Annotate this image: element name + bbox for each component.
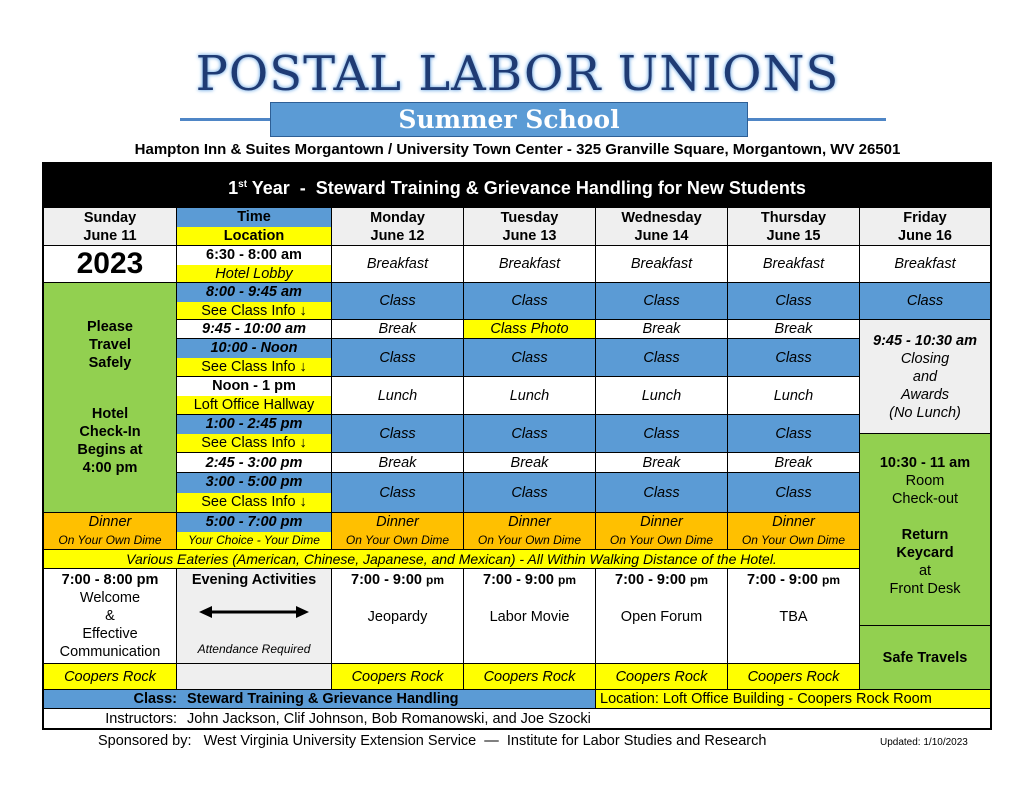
class-tuesday-2: Class [464, 339, 596, 377]
time-slot-class-1: 8:00 - 9:45 am See Class Info ↓ [177, 283, 332, 320]
class-tuesday-1: Class [464, 283, 596, 320]
class-wednesday-3: Class [596, 415, 728, 453]
class-thursday-3: Class [728, 415, 860, 453]
time-slot-breakfast: 6:30 - 8:00 am Hotel Lobby [177, 246, 332, 283]
class-thursday-1: Class [728, 283, 860, 320]
class-wednesday-2: Class [596, 339, 728, 377]
title-rule-left [180, 118, 270, 121]
evening-monday: 7:00 - 9:00 pm Jeopardy [332, 569, 464, 664]
updated-date: Updated: 1/10/2023 [880, 737, 968, 748]
break-monday-1: Break [332, 320, 464, 339]
sponsor-line: Sponsored by: West Virginia University Extension Service — Institute for Labor Studies and Research [98, 733, 767, 749]
evening-activities: Evening Activities Attendance Required [177, 569, 332, 664]
subtitle-banner: Summer School [270, 102, 748, 137]
time-slot-break-2: 2:45 - 3:00 pm [177, 453, 332, 473]
break-wednesday-1: Break [596, 320, 728, 339]
time-slot-class-3: 1:00 - 2:45 pm See Class Info ↓ [177, 415, 332, 453]
class-thursday-2: Class [728, 339, 860, 377]
lunch-monday: Lunch [332, 377, 464, 415]
page-title: POSTAL LABOR UNIONS [195, 46, 840, 102]
schedule-banner: 1st Year - Steward Training & Grievance Handling for New Students [44, 164, 990, 208]
breakfast-monday: Breakfast [332, 246, 464, 283]
friday-checkout: 10:30 - 11 am Room Check-out Return Keycard at Front Desk [860, 434, 990, 626]
venue-sunday: Coopers Rock [44, 664, 177, 690]
breakfast-wednesday: Breakfast [596, 246, 728, 283]
double-arrow-icon [199, 603, 309, 621]
dinner-wednesday: Dinner On Your Own Dime [596, 513, 728, 550]
eateries-note: Various Eateries (American, Chinese, Japanese, and Mexican) - All Within Walking Distance of the Hotel. [44, 550, 860, 569]
dinner-monday: Dinner On Your Own Dime [332, 513, 464, 550]
break-thursday-1: Break [728, 320, 860, 339]
header-monday: Monday June 12 [332, 208, 464, 246]
time-slot-dinner: 5:00 - 7:00 pm Your Choice - Your Dime [177, 513, 332, 550]
sunday-evening: 7:00 - 8:00 pm Welcome & Effective Communication [44, 569, 177, 664]
class-friday: Class [860, 283, 990, 320]
header-time: Time Location [177, 208, 332, 246]
time-slot-class-2: 10:00 - Noon See Class Info ↓ [177, 339, 332, 377]
schedule-table [42, 162, 992, 730]
breakfast-thursday: Breakfast [728, 246, 860, 283]
venue-monday: Coopers Rock [332, 664, 464, 690]
class-tuesday-3: Class [464, 415, 596, 453]
break-wednesday-2: Break [596, 453, 728, 473]
break-tuesday-2: Break [464, 453, 596, 473]
class-monday-1: Class [332, 283, 464, 320]
year-label: 2023 [44, 246, 177, 283]
dinner-tuesday: Dinner On Your Own Dime [464, 513, 596, 550]
class-wednesday-4: Class [596, 473, 728, 513]
time-slot-class-4: 3:00 - 5:00 pm See Class Info ↓ [177, 473, 332, 513]
header-tuesday: Tuesday June 13 [464, 208, 596, 246]
breakfast-friday: Breakfast [860, 246, 990, 283]
class-photo-tuesday: Class Photo [464, 320, 596, 339]
friday-safe-travels: Safe Travels [860, 626, 990, 690]
dinner-sunday: Dinner On Your Own Dime [44, 513, 177, 550]
venue-tuesday: Coopers Rock [464, 664, 596, 690]
time-slot-lunch: Noon - 1 pm Loft Office Hallway [177, 377, 332, 415]
venue-blank [177, 664, 332, 690]
class-tuesday-4: Class [464, 473, 596, 513]
class-info: Class: Steward Training & Grievance Handling [44, 690, 596, 709]
lunch-tuesday: Lunch [464, 377, 596, 415]
instructors-info: Instructors: John Jackson, Clif Johnson, Bob Romanowski, and Joe Szocki [105, 710, 591, 727]
header-wednesday: Wednesday June 14 [596, 208, 728, 246]
location-info: Location: Loft Office Building - Coopers Rock Room [596, 690, 990, 709]
class-thursday-4: Class [728, 473, 860, 513]
class-monday-2: Class [332, 339, 464, 377]
header-friday: Friday June 16 [860, 208, 990, 246]
evening-tuesday: 7:00 - 9:00 pm Labor Movie [464, 569, 596, 664]
friday-closing: 9:45 - 10:30 am Closing and Awards (No Lunch) [860, 320, 990, 434]
lunch-wednesday: Lunch [596, 377, 728, 415]
header-sunday: Sunday June 11 [44, 208, 177, 246]
break-monday-2: Break [332, 453, 464, 473]
header-thursday: Thursday June 15 [728, 208, 860, 246]
class-wednesday-1: Class [596, 283, 728, 320]
venue-wednesday: Coopers Rock [596, 664, 728, 690]
dinner-thursday: Dinner On Your Own Dime [728, 513, 860, 550]
class-monday-3: Class [332, 415, 464, 453]
breakfast-tuesday: Breakfast [464, 246, 596, 283]
class-monday-4: Class [332, 473, 464, 513]
lunch-thursday: Lunch [728, 377, 860, 415]
evening-thursday: 7:00 - 9:00 pm TBA [728, 569, 860, 664]
sunday-travel-checkin: Please Travel Safely Hotel Check-In Begins at 4:00 pm [44, 283, 177, 513]
venue-address: Hampton Inn & Suites Morgantown / University Town Center - 325 Granville Square, Morgantown, WV 26501 [134, 141, 901, 158]
break-thursday-2: Break [728, 453, 860, 473]
title-rule-right [746, 118, 886, 121]
venue-thursday: Coopers Rock [728, 664, 860, 690]
time-slot-break-1: 9:45 - 10:00 am [177, 320, 332, 339]
evening-wednesday: 7:00 - 9:00 pm Open Forum [596, 569, 728, 664]
